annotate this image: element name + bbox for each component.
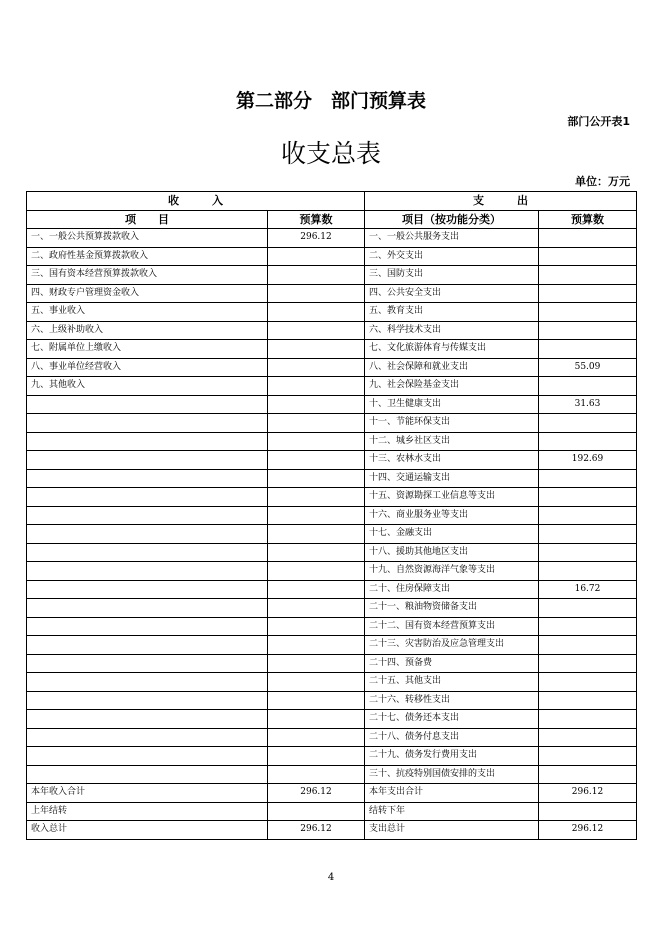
table-row (27, 451, 637, 470)
table-row (27, 765, 637, 784)
expense-item-cell: 二十、住房保障支出 (365, 580, 539, 599)
income-budget-header: 预算数 (268, 210, 365, 229)
expense-value-cell (539, 303, 637, 322)
expense-value-cell (539, 636, 637, 655)
income-item-cell (27, 469, 268, 488)
expense-value-cell: 16.72 (539, 580, 637, 599)
income-item-cell (27, 691, 268, 710)
income-item-cell (27, 728, 268, 747)
income-item-cell: 收入总计 (27, 821, 268, 840)
unit-label: 单位：万元 (575, 175, 630, 188)
budget-summary-table (26, 191, 637, 840)
table-row (27, 266, 637, 285)
expense-value-cell (539, 562, 637, 581)
expense-value-cell: 296.12 (539, 784, 637, 803)
expense-item-cell: 十四、交通运输支出 (365, 469, 539, 488)
income-value-cell (268, 377, 365, 396)
expense-item-cell: 五、教育支出 (365, 303, 539, 322)
income-value-cell (268, 358, 365, 377)
income-item-cell (27, 580, 268, 599)
expense-value-cell (539, 617, 637, 636)
expense-item-cell: 二十九、债务发行费用支出 (365, 747, 539, 766)
expense-value-cell (539, 340, 637, 359)
expense-value-cell (539, 673, 637, 692)
income-value-cell (268, 414, 365, 433)
table-row (27, 821, 637, 840)
income-value-cell (268, 654, 365, 673)
expense-item-cell: 二十四、预备费 (365, 654, 539, 673)
expense-item-cell: 十、卫生健康支出 (365, 395, 539, 414)
table-row (27, 469, 637, 488)
income-item-cell: 本年收入合计 (27, 784, 268, 803)
expense-value-cell (539, 229, 637, 248)
income-value-cell (268, 321, 365, 340)
income-value-cell (268, 562, 365, 581)
expense-item-cell: 七、文化旅游体育与传媒支出 (365, 340, 539, 359)
table-row (27, 247, 637, 266)
expense-item-cell: 二十三、灾害防治及应急管理支出 (365, 636, 539, 655)
income-item-cell (27, 414, 268, 433)
income-value-cell (268, 617, 365, 636)
income-item-cell: 六、上级补助收入 (27, 321, 268, 340)
income-item-cell: 四、财政专户管理资金收入 (27, 284, 268, 303)
expense-value-cell (539, 525, 637, 544)
expense-value-cell (539, 284, 637, 303)
table-row (27, 654, 637, 673)
expense-item-cell: 十三、农林水支出 (365, 451, 539, 470)
table-row (27, 710, 637, 729)
income-value-cell (268, 506, 365, 525)
income-value-cell (268, 451, 365, 470)
income-item-cell (27, 395, 268, 414)
expense-item-cell: 十五、资源勘探工业信息等支出 (365, 488, 539, 507)
income-item-cell (27, 562, 268, 581)
part-title: 第二部分 部门预算表 (235, 90, 426, 112)
expense-value-cell (539, 728, 637, 747)
expense-item-cell: 十九、自然资源海洋气象等支出 (365, 562, 539, 581)
table-row (27, 358, 637, 377)
table-row (27, 636, 637, 655)
table-row (27, 395, 637, 414)
expense-item-cell: 十二、城乡社区支出 (365, 432, 539, 451)
table-row (27, 543, 637, 562)
expense-value-cell (539, 247, 637, 266)
table-row (27, 599, 637, 618)
income-item-cell (27, 673, 268, 692)
table-row (27, 802, 637, 821)
income-header: 收 入 (27, 192, 365, 211)
income-item-cell: 一、一般公共预算拨款收入 (27, 229, 268, 248)
expense-item-cell: 八、社会保障和就业支出 (365, 358, 539, 377)
expense-item-cell: 支出总计 (365, 821, 539, 840)
income-value-cell (268, 802, 365, 821)
expense-value-cell: 192.69 (539, 451, 637, 470)
expense-value-cell (539, 543, 637, 562)
income-item-cell (27, 654, 268, 673)
table-row (27, 340, 637, 359)
income-value-cell (268, 599, 365, 618)
income-value-cell (268, 488, 365, 507)
expense-header: 支 出 (365, 192, 637, 211)
header-row-columns (27, 210, 637, 229)
income-item-cell: 五、事业收入 (27, 303, 268, 322)
expense-item-cell: 二十一、粮油物资储备支出 (365, 599, 539, 618)
income-item-cell (27, 543, 268, 562)
expense-budget-header: 预算数 (539, 210, 637, 229)
income-value-cell (268, 395, 365, 414)
expense-item-cell: 三十、抗疫特别国债安排的支出 (365, 765, 539, 784)
income-value-cell (268, 284, 365, 303)
expense-item-cell: 一、一般公共服务支出 (365, 229, 539, 248)
income-item-cell: 八、事业单位经营收入 (27, 358, 268, 377)
expense-item-cell: 二十五、其他支出 (365, 673, 539, 692)
table-row (27, 747, 637, 766)
income-value-cell (268, 303, 365, 322)
expense-item-cell: 十六、商业服务业等支出 (365, 506, 539, 525)
table-row (27, 506, 637, 525)
income-value-cell (268, 340, 365, 359)
table-row (27, 673, 637, 692)
expense-item-cell: 九、社会保险基金支出 (365, 377, 539, 396)
expense-item-cell: 二十二、国有资本经营预算支出 (365, 617, 539, 636)
income-value-cell (268, 543, 365, 562)
table-row (27, 488, 637, 507)
income-value-cell (268, 673, 365, 692)
income-value-cell (268, 765, 365, 784)
income-item-cell (27, 451, 268, 470)
table-row (27, 562, 637, 581)
expense-value-cell (539, 414, 637, 433)
income-value-cell (268, 728, 365, 747)
expense-value-cell (539, 599, 637, 618)
expense-item-cell: 十八、援助其他地区支出 (365, 543, 539, 562)
expense-value-cell (539, 506, 637, 525)
income-value-cell (268, 247, 365, 266)
expense-value-cell (539, 321, 637, 340)
table-row (27, 321, 637, 340)
income-item-cell (27, 710, 268, 729)
income-item-cell (27, 765, 268, 784)
expense-item-cell: 二十八、债务付息支出 (365, 728, 539, 747)
income-item-cell (27, 617, 268, 636)
income-value-cell (268, 266, 365, 285)
table-row (27, 432, 637, 451)
table-row (27, 784, 637, 803)
income-item-cell (27, 488, 268, 507)
expense-item-cell: 三、国防支出 (365, 266, 539, 285)
income-item-cell (27, 599, 268, 618)
expense-item-cell: 十七、金融支出 (365, 525, 539, 544)
expense-value-cell (539, 691, 637, 710)
income-item-cell: 七、附属单位上缴收入 (27, 340, 268, 359)
income-item-cell (27, 747, 268, 766)
expense-item-cell: 六、科学技术支出 (365, 321, 539, 340)
income-value-cell: 296.12 (268, 784, 365, 803)
expense-value-cell: 296.12 (539, 821, 637, 840)
table-row (27, 580, 637, 599)
income-value-cell (268, 432, 365, 451)
expense-value-cell (539, 377, 637, 396)
income-item-cell (27, 506, 268, 525)
income-value-cell (268, 710, 365, 729)
header-row-groups (27, 192, 637, 211)
income-item-cell (27, 525, 268, 544)
income-item-cell: 九、其他收入 (27, 377, 268, 396)
income-item-cell: 三、国有资本经营预算拨款收入 (27, 266, 268, 285)
income-value-cell (268, 525, 365, 544)
income-value-cell (268, 747, 365, 766)
table-row (27, 525, 637, 544)
income-value-cell (268, 636, 365, 655)
income-item-cell (27, 636, 268, 655)
expense-value-cell (539, 432, 637, 451)
expense-item-cell: 二十六、转移性支出 (365, 691, 539, 710)
table-row (27, 377, 637, 396)
expense-value-cell: 31.63 (539, 395, 637, 414)
page-number: 4 (327, 872, 335, 883)
expense-value-cell (539, 765, 637, 784)
expense-value-cell (539, 710, 637, 729)
table-row (27, 284, 637, 303)
income-value-cell (268, 691, 365, 710)
table-row (27, 728, 637, 747)
table-row (27, 303, 637, 322)
expense-item-cell: 二、外交支出 (365, 247, 539, 266)
expense-item-cell: 本年支出合计 (365, 784, 539, 803)
expense-item-cell: 结转下年 (365, 802, 539, 821)
income-item-cell: 上年结转 (27, 802, 268, 821)
expense-value-cell (539, 469, 637, 488)
table-row (27, 617, 637, 636)
table-body (27, 229, 637, 840)
expense-item-cell: 二十七、债务还本支出 (365, 710, 539, 729)
expense-item-cell: 十一、节能环保支出 (365, 414, 539, 433)
expense-item-cell: 四、公共安全支出 (365, 284, 539, 303)
expense-value-cell (539, 747, 637, 766)
income-value-cell: 296.12 (268, 821, 365, 840)
table-row (27, 229, 637, 248)
income-item-cell: 二、政府性基金预算拨款收入 (27, 247, 268, 266)
income-item-cell (27, 432, 268, 451)
expense-item-header: 项目（按功能分类） (365, 210, 539, 229)
table-row (27, 414, 637, 433)
table-row (27, 691, 637, 710)
expense-value-cell (539, 654, 637, 673)
table-number: 部门公开表1 (567, 115, 630, 128)
income-value-cell (268, 469, 365, 488)
expense-value-cell (539, 488, 637, 507)
page-title: 收支总表 (280, 139, 381, 168)
income-value-cell: 296.12 (268, 229, 365, 248)
income-item-header: 项 目 (27, 210, 268, 229)
expense-value-cell: 55.09 (539, 358, 637, 377)
income-value-cell (268, 580, 365, 599)
expense-value-cell (539, 266, 637, 285)
expense-value-cell (539, 802, 637, 821)
